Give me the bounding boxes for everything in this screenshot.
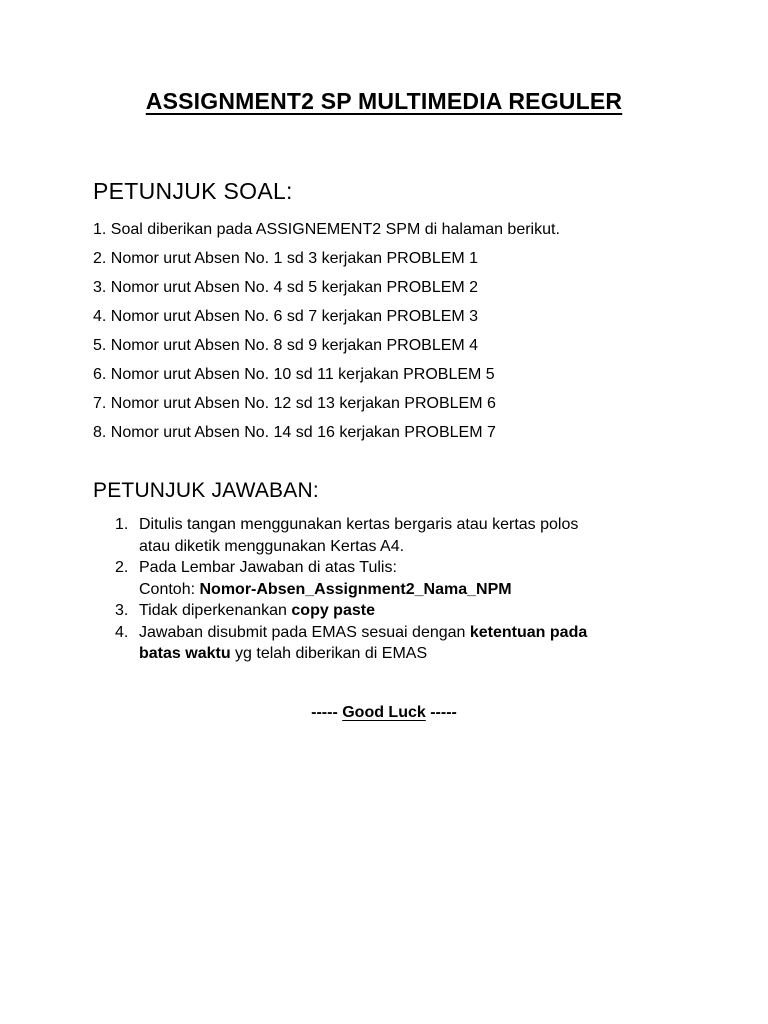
jawaban-item-number: 4. <box>115 623 129 641</box>
jawaban-item <box>115 557 675 600</box>
closing-dashes: ----- <box>311 704 343 721</box>
soal-item: 1. Soal diberikan pada ASSIGNEMENT2 SPM di halaman berikut. <box>93 221 560 238</box>
emphasis-text: ketentuan pada <box>469 623 588 641</box>
jawaban-item-number: 3. <box>115 602 129 619</box>
petunjuk-jawaban-list <box>115 514 675 665</box>
jawaban-item-number: 2. <box>115 559 129 576</box>
jawaban-item-text: Contoh: <box>139 580 200 598</box>
jawaban-item <box>115 514 675 557</box>
jawaban-item-text: yg telah diberikan di EMAS <box>230 645 428 662</box>
document-title <box>0 88 768 115</box>
soal-item: 8. Nomor urut Absen No. 14 sd 16 kerjakan PROBLEM 7 <box>93 424 496 441</box>
emphasis-text: batas waktu <box>139 645 231 662</box>
soal-item: 5. Nomor urut Absen No. 8 sd 9 kerjakan PROBLEM 4 <box>93 337 479 354</box>
jawaban-item <box>115 600 675 622</box>
filename-format: Nomor-Absen_Assignment2_Nama_NPM <box>199 580 512 598</box>
petunjuk-soal-heading: PETUNJUK SOAL: <box>93 178 293 204</box>
jawaban-item-text: Jawaban disubmit pada EMAS sesuai dengan <box>139 623 470 641</box>
closing-dashes: ----- <box>425 704 457 721</box>
soal-item: 4. Nomor urut Absen No. 6 sd 7 kerjakan PROBLEM 3 <box>93 308 479 325</box>
petunjuk-jawaban-heading: PETUNJUK JAWABAN: <box>93 479 319 502</box>
jawaban-item-text: Ditulis tangan menggunakan kertas bergaris atau kertas polos <box>139 516 579 533</box>
jawaban-item-text: Pada Lembar Jawaban di atas Tulis: <box>139 559 397 576</box>
soal-item: 7. Nomor urut Absen No. 12 sd 13 kerjakan PROBLEM 6 <box>93 395 496 412</box>
jawaban-item-text: Tidak diperkenankan <box>139 602 292 619</box>
soal-item: 3. Nomor urut Absen No. 4 sd 5 kerjakan PROBLEM 2 <box>93 279 479 296</box>
petunjuk-soal-list <box>93 219 560 451</box>
soal-item: 2. Nomor urut Absen No. 1 sd 3 kerjakan PROBLEM 1 <box>93 250 479 267</box>
emphasis-text: copy paste <box>291 602 375 619</box>
good-luck-text: Good Luck <box>342 704 426 721</box>
closing-line <box>0 704 768 722</box>
document-title-text: ASSIGNMENT2 SP MULTIMEDIA REGULER <box>145 88 623 114</box>
jawaban-item-text: atau diketik menggunakan Kertas A4. <box>139 537 405 555</box>
jawaban-item <box>115 622 675 665</box>
jawaban-item-number: 1. <box>115 516 129 533</box>
soal-item: 6. Nomor urut Absen No. 10 sd 11 kerjakan PROBLEM 5 <box>93 366 495 383</box>
